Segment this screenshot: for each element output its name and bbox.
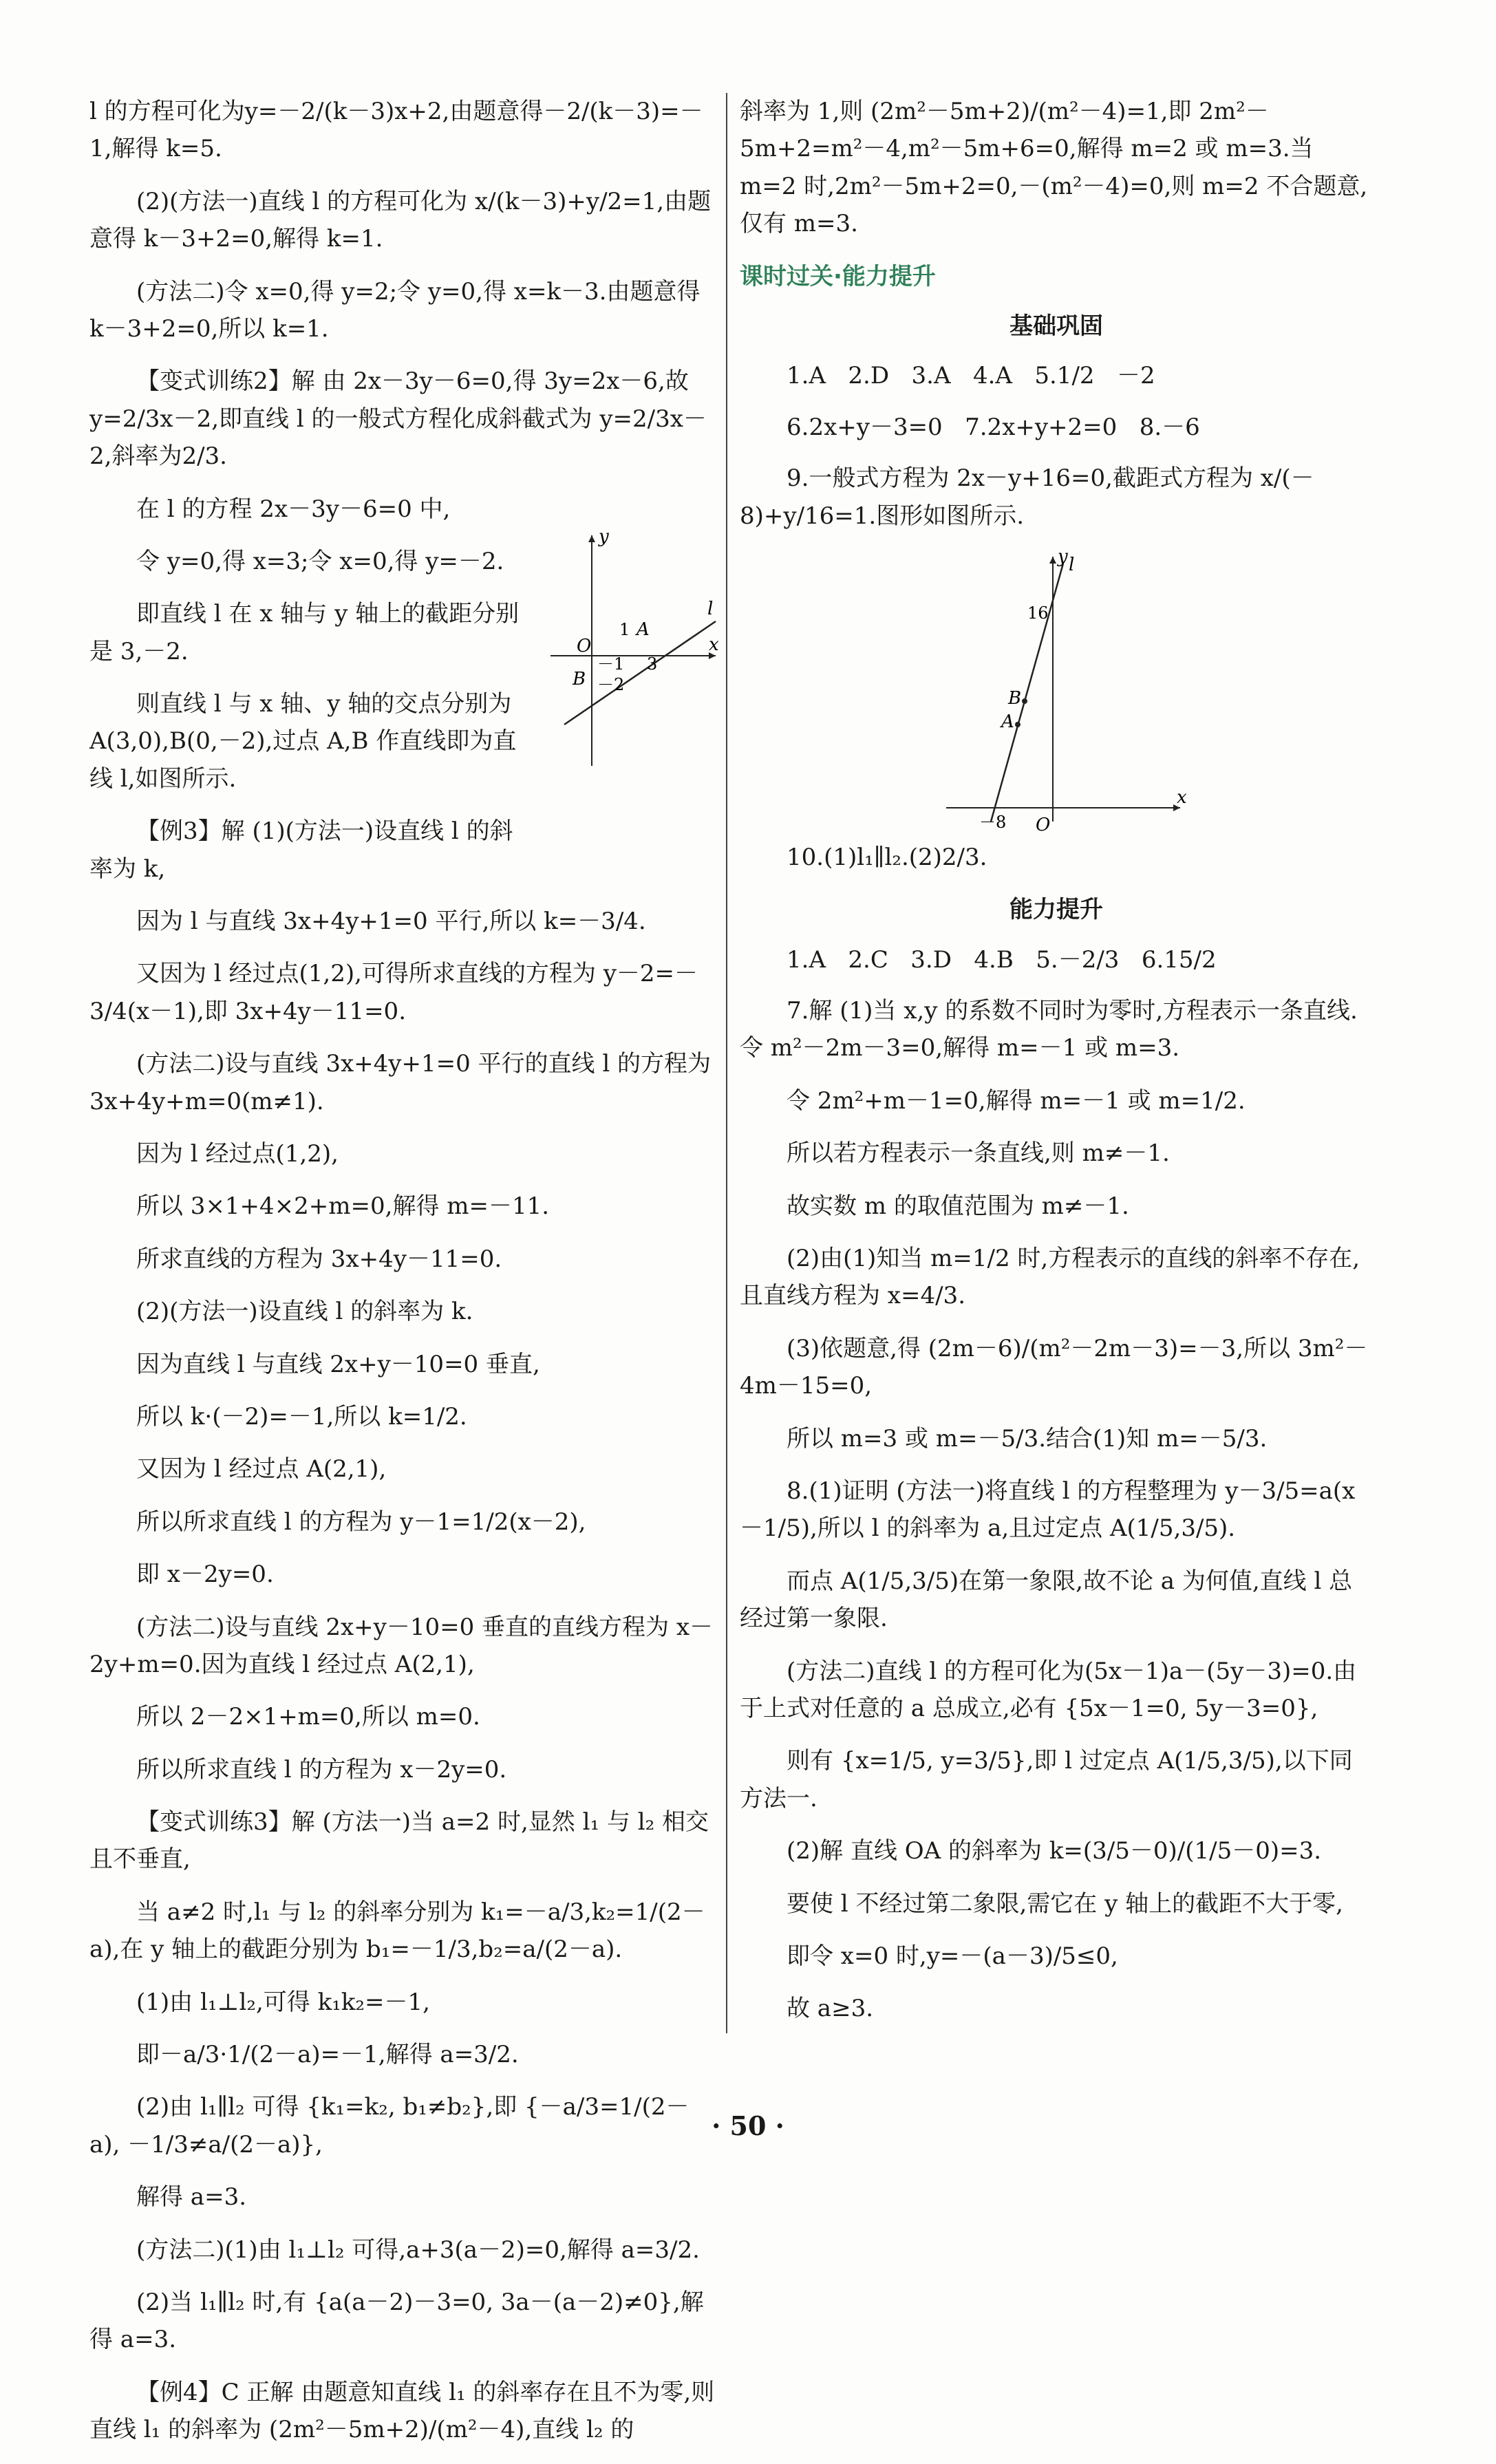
paragraph: 所求直线的方程为 3x+4y－11=0. — [136, 1245, 502, 1273]
paragraph: (2)解 直线 OA 的斜率为 k=(3/5－0)/(1/5－0)=3. — [787, 1837, 1322, 1865]
label-x: x — [1177, 786, 1187, 808]
paragraph: 所以 3×1+4×2+m=0,解得 m=－11. — [136, 1192, 550, 1221]
paragraph: 要使 l 不经过第二象限,需它在 y 轴上的截距不大于零, — [787, 1889, 1343, 1918]
paragraph: 因为直线 l 与直线 2x+y－10=0 垂直, — [136, 1350, 540, 1378]
paragraph: 又因为 l 经过点(1,2),可得所求直线的方程为 y－2=－3/4(x－1),即 3x+4y－11=0. — [89, 960, 698, 1025]
paragraph: 即－a/3·1/(2－a)=－1,解得 a=3/2. — [136, 2041, 519, 2069]
paragraph: (2)(方法一)直线 l 的方程可化为 x/(k－3)+y/2=1,由题意得 k－3+2=0,解得 k=1. — [89, 187, 712, 253]
label-B: B — [1008, 687, 1022, 709]
paragraph: (方法二)令 x=0,得 y=2;令 y=0,得 x=k－3.由题意得 k－3+2=0,所以 k=1. — [89, 277, 708, 343]
y-axis-arrow — [1049, 557, 1056, 564]
paragraph: 所以 m=3 或 m=－5/3.结合(1)知 m=－5/3. — [787, 1424, 1268, 1453]
subsection-title-advanced: 能力提升 — [1009, 896, 1103, 924]
label-neg1: －1 — [597, 654, 625, 674]
paragraph: 所以若方程表示一条直线,则 m≠－1. — [787, 1139, 1170, 1168]
column-divider — [726, 93, 727, 2033]
paragraph: 斜率为 1,则 (2m²－5m+2)/(m²－4)=1,即 2m²－5m+2=m²－4,m²－5m+6=0,解得 m=2 或 m=3.当 m=2 时,2m²－5m+2=0,－(m²－4)=0,则 m=2 不合题意,仅有 m=3. — [740, 98, 1368, 238]
paragraph: 故 a≥3. — [787, 1995, 874, 2023]
paragraph: 而点 A(1/5,3/5)在第一象限,故不论 a 为何值,直线 l 总经过第一象限. — [740, 1567, 1353, 1633]
paragraph: 所以 k·(－2)=－1,所以 k=1/2. — [136, 1402, 467, 1431]
paragraph: 【例3】解 (1)(方法一)设直线 l 的斜率为 k, — [89, 817, 513, 883]
paragraph: 因为 l 经过点(1,2), — [136, 1139, 339, 1168]
paragraph: (方法二)设与直线 2x+y－10=0 垂直的直线方程为 x－2y+m=0.因为直线 l 经过点 A(2,1), — [89, 1613, 714, 1678]
paragraph: 10.(1)l₁∥l₂.(2)2/3. — [787, 843, 987, 871]
paragraph: 即令 x=0 时,y=－(a－3)/5≤0, — [787, 1942, 1118, 1970]
label-3: 3 — [647, 654, 658, 674]
paragraph: (3)依题意,得 (2m－6)/(m²－2m－3)=－3,所以 3m²－4m－15=0, — [740, 1334, 1368, 1400]
label-B: B — [573, 668, 586, 689]
answer-line: 1.A 2.D 3.A 4.A 5.1/2 －2 — [787, 362, 1155, 390]
paragraph: (方法二)设与直线 3x+4y+1=0 平行的直线 l 的方程为 3x+4y+m=0(m≠1). — [89, 1050, 718, 1115]
paragraph: 即 x－2y=0. — [136, 1561, 274, 1589]
label-A: A — [637, 619, 650, 640]
label-l: l — [1069, 554, 1075, 575]
line-graph-figure-2 — [740, 550, 1373, 839]
label-origin: O — [1036, 814, 1051, 835]
paragraph: 7.解 (1)当 x,y 的系数不同时为零时,方程表示一条直线.令 m²－2m－3=0,解得 m=－1 或 m=3. — [740, 997, 1358, 1062]
paragraph: 所以所求直线 l 的方程为 y－1=1/2(x－2), — [136, 1508, 586, 1536]
answer-line: 6.2x+y－3=0 7.2x+y+2=0 8.－6 — [787, 413, 1200, 441]
page-number: · 50 · — [712, 2110, 784, 2141]
paragraph: 所以 2－2×1+m=0,所以 m=0. — [136, 1703, 480, 1731]
section-title: 课时过关·能力提升 — [740, 262, 936, 290]
paragraph: 在 l 的方程 2x－3y－6=0 中, — [136, 495, 451, 523]
paragraph: (2)(方法一)设直线 l 的斜率为 k. — [136, 1298, 473, 1326]
paragraph: 则直线 l 与 x 轴、y 轴的交点分别为 A(3,0),B(0,－2),过点 A,B 作直线即为直线 l,如图所示. — [89, 690, 520, 793]
paragraph: (方法二)直线 l 的方程可化为(5x－1)a－(5y－3)=0.由于上式对任意的 a 总成立,必有 {5x－1=0, 5y－3=0}, — [740, 1657, 1357, 1722]
paragraph: (方法二)(1)由 l₁⊥l₂ 可得,a+3(a－2)=0,解得 a=3/2. — [136, 2236, 700, 2264]
figure-block-1 — [89, 491, 719, 888]
paragraph: 9.一般式方程为 2x－y+16=0,截距式方程为 x/(－8)+y/16=1.图形如图所示. — [740, 464, 1314, 530]
paragraph: (2)由 l₁∥l₂ 可得 {k₁=k₂, b₁≠b₂},即 {－a/3=1/(2－a), －1/3≠a/(2－a)}, — [89, 2093, 690, 2158]
paragraph: 即直线 l 在 x 轴与 y 轴上的截距分别是 3,－2. — [89, 600, 520, 665]
label-neg2: －2 — [597, 674, 625, 694]
line-graph-figure-1 — [544, 525, 723, 773]
label-x: x — [709, 634, 719, 655]
paragraph: (2)由(1)知当 m=1/2 时,方程表示的直线的斜率不存在,且直线方程为 x=4/3. — [740, 1245, 1360, 1310]
paragraph: 令 2m²+m－1=0,解得 m=－1 或 m=1/2. — [787, 1086, 1246, 1115]
y-axis-arrow — [588, 535, 595, 542]
paragraph: 令 y=0,得 x=3;令 x=0,得 y=－2. — [136, 547, 504, 575]
paragraph: 8.(1)证明 (方法一)将直线 l 的方程整理为 y－3/5=a(x－1/5),所以 l 的斜率为 a,且过定点 A(1/5,3/5). — [740, 1477, 1356, 1543]
paragraph: 所以所求直线 l 的方程为 x－2y=0. — [136, 1755, 507, 1783]
answer-line: 1.A 2.C 3.D 4.B 5.－2/3 6.15/2 — [787, 945, 1217, 974]
paragraph: 因为 l 与直线 3x+4y+1=0 平行,所以 k=－3/4. — [136, 908, 646, 936]
label-1: 1 — [619, 619, 630, 639]
label-neg8: －8 — [979, 812, 1007, 832]
subsection-title-basic: 基础巩固 — [1009, 312, 1103, 340]
label-y: y — [599, 526, 609, 547]
paragraph: 【变式训练2】解 由 2x－3y－6=0,得 3y=2x－6,故 y=2/3x－2,即直线 l 的一般式方程化成斜截式为 y=2/3x－2,斜率为2/3. — [89, 367, 707, 471]
paragraph: (2)当 l₁∥l₂ 时,有 {a(a－2)－3=0, 3a－(a－2)≠0},解得 a=3. — [89, 2288, 704, 2354]
label-y: y — [1058, 549, 1068, 567]
right-column — [740, 93, 1373, 2043]
paragraph: 则有 {x=1/5, y=3/5},即 l 过定点 A(1/5,3/5),以下同方法一. — [740, 1747, 1353, 1812]
paragraph: 【例4】C 正解 由题意知直线 l₁ 的斜率存在且不为零,则直线 l₁ 的斜率为 (2m²－5m+2)/(m²－4),直线 l₂ 的 — [89, 2378, 715, 2444]
paragraph: 【变式训练3】解 (方法一)当 a=2 时,显然 l₁ 与 l₂ 相交且不垂直, — [89, 1808, 709, 1874]
label-origin: O — [577, 635, 592, 656]
paragraph: 当 a≠2 时,l₁ 与 l₂ 的斜率分别为 k₁=－a/3,k₂=1/(2－a),在 y 轴上的截距分别为 b₁=－1/3,b₂=a/(2－a). — [89, 1898, 705, 1964]
label-A: A — [1001, 711, 1014, 732]
paragraph: 又因为 l 经过点 A(2,1), — [136, 1455, 387, 1483]
label-16: 16 — [1027, 603, 1049, 623]
point-B — [1022, 698, 1027, 704]
paragraph: 解得 a=3. — [136, 2183, 247, 2211]
paragraph: (1)由 l₁⊥l₂,可得 k₁k₂=－1, — [136, 1988, 430, 2016]
paragraph: l 的方程可化为y=－2/(k－3)x+2,由题意得－2/(k－3)=－1,解得 k=5. — [89, 98, 703, 163]
paragraph: 故实数 m 的取值范围为 m≠－1. — [787, 1192, 1129, 1220]
label-l: l — [707, 598, 714, 619]
point-A — [1015, 722, 1021, 727]
